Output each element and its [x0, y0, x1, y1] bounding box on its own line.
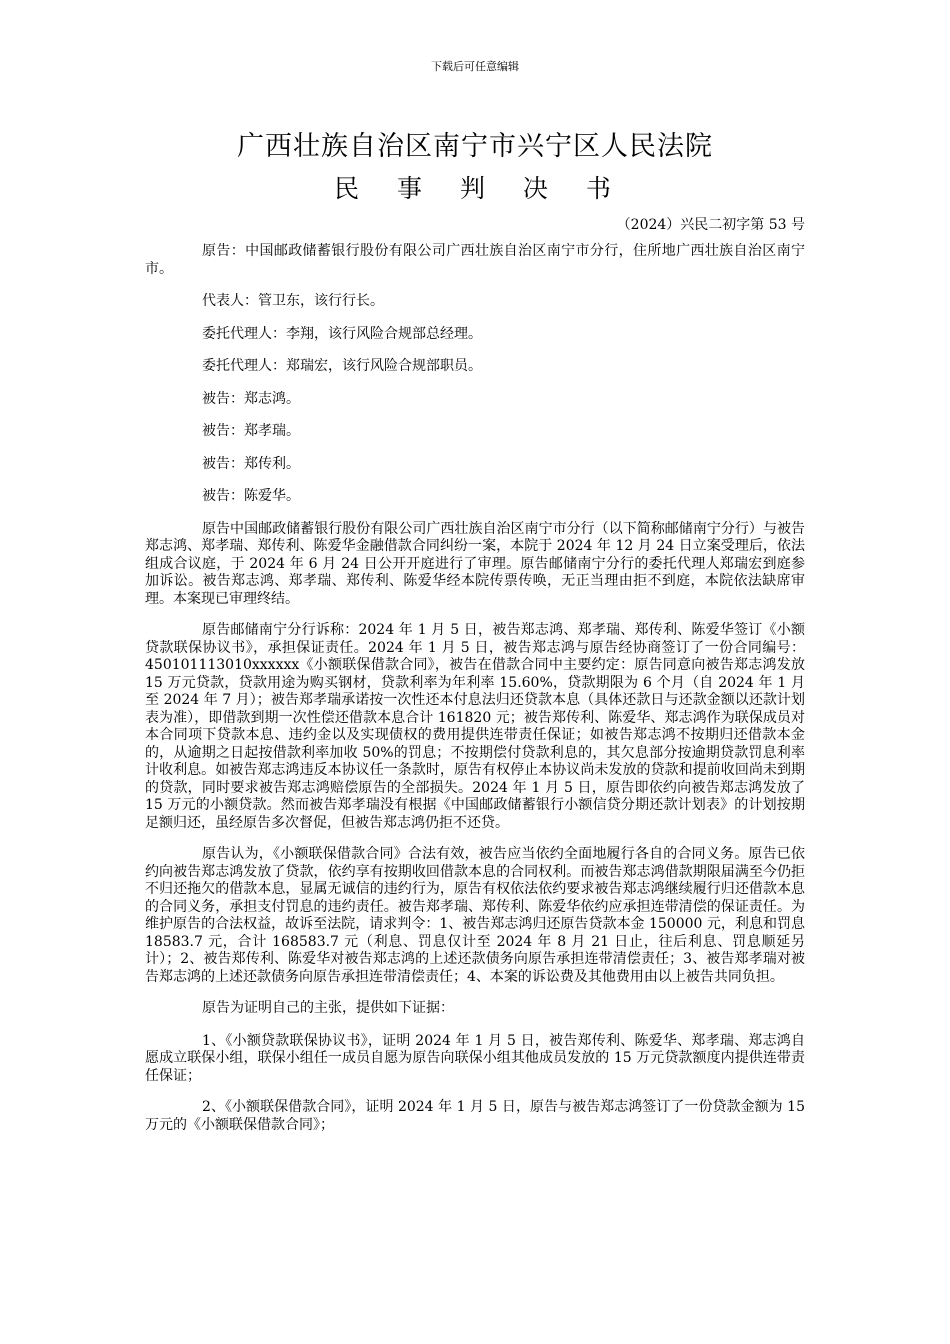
- agent-paragraph: 委托代理人：李翔，该行风险合规部总经理。: [202, 325, 482, 342]
- case-summary-paragraph: 原告中国邮政储蓄银行股份有限公司广西壮族自治区南宁市分行（以下简称邮储南宁分行）与被告郑志鸿、郑孝瑞、郑传利、陈爱华金融借款合同纠纷一案，本院于 2024 年 12 月 24 日立案受理后，依法组成合议庭，于 2024 年 6 月 24 日公开开庭进行了审理。原告邮储南宁分行的委托代理人郑瑞宏到庭参加诉讼。被告郑志鸿、郑孝瑞、郑传利、陈爱华经本院传票传唤，无正当理由拒不到庭，本院依法缺席审理。本案现已审理终结。: [145, 520, 805, 607]
- case-number: （2024）兴民二初字第 53 号: [616, 217, 805, 233]
- defendant-paragraph: 被告：郑孝瑞。: [202, 423, 300, 439]
- document-type-title: 民 事 判 决 书: [334, 174, 626, 203]
- defendant-paragraph: 被告：郑志鸿。: [202, 390, 300, 407]
- agent-paragraph: 委托代理人：郑瑞宏，该行风险合规部职员。: [202, 358, 482, 374]
- defendant-paragraph: 被告：陈爱华。: [202, 488, 300, 504]
- plaintiff-paragraph: 原告：中国邮政储蓄银行股份有限公司广西壮族自治区南宁市分行，住所地广西壮族自治区南宁市。: [145, 243, 805, 277]
- evidence-item: 2、《小额联保借款合同》，证明 2024 年 1 月 5 日，原告与被告郑志鸿签订了一份贷款金额为 15 万元的《小额联保借款合同》；: [145, 1099, 805, 1133]
- evidence-intro-paragraph: 原告为证明自己的主张，提供如下证据：: [202, 1000, 454, 1016]
- evidence-item: 1、《小额贷款联保协议书》，证明 2024 年 1 月 5 日，被告郑传利、陈爱华、郑孝瑞、郑志鸿自愿成立联保小组，联保小组任一成员自愿为原告向联保小组其他成员发放的 15 万元贷款额度内提供连带责任保证；: [145, 1032, 805, 1084]
- plaintiff-argument-paragraph: 原告认为，《小额联保借款合同》合法有效，被告应当依约全面地履行各自的合同义务。原告已依约向被告郑志鸿发放了贷款，依约享有按期收回借款本息的合同权利。而被告郑志鸿借款期限届满至今仍拒不归还拖欠的借款本息，显属无诚信的违约行为，原告有权依法依约要求被告郑志鸿继续履行归还借款本息的合同义务，承担支付罚息的违约责任。被告郑孝瑞、郑传利、陈爱华依约应承担连带清偿的保证责任。为维护原告的合法权益，故诉至法院，请求判令：1、被告郑志鸿归还原告贷款本金 150000 元，利息和罚息 18583.7 元，合计 168583.7 元（利息、罚息仅计至 2024 年 8 月 21 日止，往后利息、罚息顺延另计）；2、被告郑传利、陈爱华对被告郑志鸿的上述还款债务向原告承担连带清偿责任；3、被告郑孝瑞对被告郑志鸿的上述还款债务向原告承担连带清偿责任；4、本案的诉讼费及其他费用由以上被告共同负担。: [145, 846, 805, 985]
- court-name-title: 广西壮族自治区南宁市兴宁区人民法院: [237, 131, 713, 162]
- representative-paragraph: 代表人：管卫东，该行行长。: [202, 293, 384, 309]
- plaintiff-claim-paragraph: 原告邮储南宁分行诉称：2024 年 1 月 5 日，被告郑志鸿、郑孝瑞、郑传利、陈爱华签订《小额贷款联保协议书》，承担保证责任。2024 年 1 月 5 日，被告郑志鸿与原告经协商签订了一份合同编号：450101113010xxxxxx《小额联保借款合同》，被告在借款合同中主要约定：原告同意向被告郑志鸿发放 15 万元贷款，贷款用途为购买钢材，贷款利率为年利率 15.60%，贷款期限为 6 个月（自 2024 年 1 月至 2024 年 7 月）；被告郑孝瑞承诺按一次性还本付息法归还贷款本息（具体还款日与还款金额以还款计划表为准），即借款到期一次性偿还借款本息合计 161820 元；被告郑传利、陈爱华、郑志鸿作为联保成员对本合同项下贷款本息、违约金以及实现债权的费用提供连带责任保证；如被告郑志鸿不按期归还借款本金的，从逾期之日起按借款利率加收 50%的罚息；不按期偿付贷款利息的，其欠息部分按逾期贷款罚息利率计收利息。如被告郑志鸿违反本协议任一条款时，原告有权停止本协议尚未发放的贷款和提前收回尚未到期的贷款，同时要求被告郑志鸿赔偿原告的全部损失。2024 年 1 月 5 日，原告即依约向被告郑志鸿发放了 15 万元的小额贷款。然而被告郑孝瑞没有根据《中国邮政储蓄银行小额信贷分期还款计划表》的计划按期足额归还，虽经原告多次督促，但被告郑志鸿仍拒不还贷。: [145, 622, 805, 831]
- header-note: 下载后可任意编辑: [431, 60, 519, 73]
- judgment-body: [145, 243, 805, 1148]
- defendant-paragraph: 被告：郑传利。: [202, 455, 300, 472]
